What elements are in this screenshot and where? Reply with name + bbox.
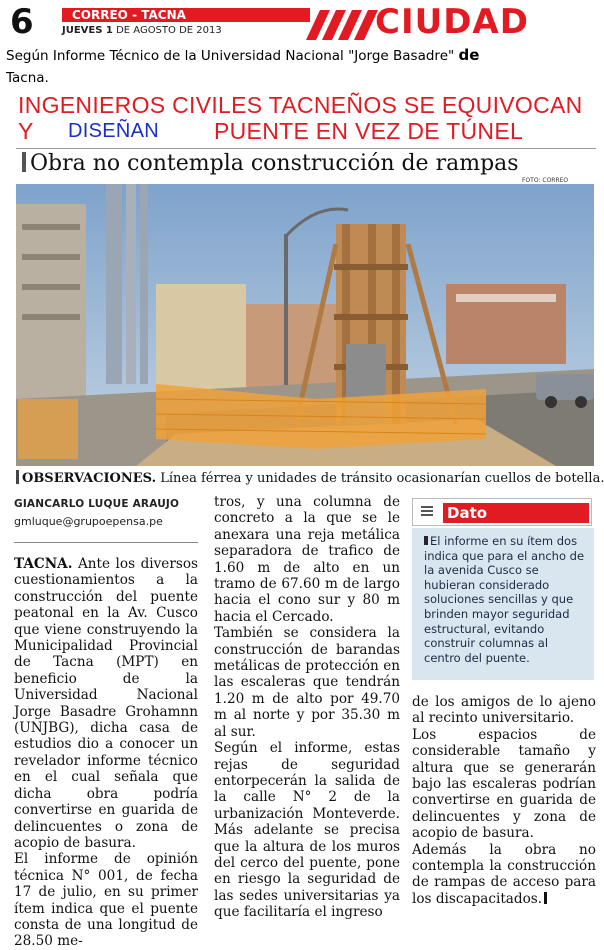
kicker <box>6 44 596 89</box>
dateline: TACNA. <box>14 556 73 572</box>
list-icon <box>421 506 433 518</box>
col3-paragraph-3 <box>412 842 596 908</box>
byline-author: GIANCARLO LUQUE ARAUJO <box>14 498 180 510</box>
headline <box>18 92 598 144</box>
dato-body <box>412 528 594 680</box>
bridge-construction-illustration <box>16 184 594 466</box>
dato-text: El informe en su ítem dos indica que para el ancho de la avenida Cusco se hubieran considerado soluciones sencillas y que brinden mayor seguridad estructural, evitando construir columnas al centro del puente. <box>424 534 585 665</box>
byline-divider <box>14 542 198 543</box>
col1-paragraph-2: El informe de opinión técnica N° 001, de fecha 17 de julio, en su primer ítem indica que el puente consta de una longitud de 28.50 me- <box>14 851 198 950</box>
section-name: CIUDAD <box>375 2 529 42</box>
caption-bar-icon <box>16 470 19 484</box>
masthead <box>0 0 601 44</box>
article-photo <box>16 184 594 466</box>
issue-date-rest: DE AGOSTO DE 2013 <box>116 25 222 36</box>
byline <box>14 498 198 528</box>
kicker-line2: Tacna. <box>6 70 49 86</box>
article-column-2 <box>214 494 400 921</box>
issue-weekday: JUEVES 1 <box>62 25 113 36</box>
subhead <box>16 148 596 180</box>
headline-line2: PUENTE EN VEZ DE TÚNEL <box>214 118 524 144</box>
publication-bar <box>62 8 310 22</box>
kicker-text: Según Informe Técnico de la Universidad Nacional "Jorge Basadre" <box>6 48 455 64</box>
subhead-bar-icon <box>22 152 26 172</box>
col2-paragraph-3: Según el informe, estas rejas de seguridad entorpecerán la salida de la calle N° 2 de la urbanización Monteverde. Más adelante se precisa que la altura de los muros del cerco del puente, pone en riesgo la seguridad de las sedes universitarias ya que facilitaría el ingreso <box>214 740 400 921</box>
subhead-text: Obra no contempla construcción de rampas <box>30 151 519 176</box>
photo-credit: FOTO: CORREO <box>522 177 569 184</box>
end-mark-icon <box>544 892 547 904</box>
byline-email: gmluque@grupoepensa.pe <box>14 515 163 528</box>
dato-header <box>412 498 592 526</box>
headline-y: Y <box>18 118 34 144</box>
caption-label: OBSERVACIONES. <box>22 471 157 486</box>
col2-paragraph-1: tros, y una columna de concreto a la que se le anexara una reja metálica separadora de trafico de 1.60 m de alto en un tramo de 67.60 m de largo hacia el cono sur y 80 m hacia el Cercado. <box>214 494 400 625</box>
page-number: 6 <box>10 2 34 42</box>
col1-text: Ante los diversos cuestionamientos a la construcción del puente peatonal en la Av. Cusco que viene construyendo la Municipalidad Provincial de Tacna (MPT) en beneficio de la Universidad Nacional Jorge Basadre Grohamnn (UNJBG), dicha casa de estudios dio a conocer un revelador informe técnico en el cual señala que dicha obra podría convertirse en guarida de delincuentes o zona de acopio de basura. <box>14 556 198 851</box>
article-column-3 <box>412 694 596 907</box>
section-stripes <box>305 10 375 40</box>
article-column-1 <box>14 556 198 950</box>
headline-line1: INGENIEROS CIVILES TACNEÑOS SE EQUIVOCAN <box>18 92 583 118</box>
dato-tag <box>443 503 589 523</box>
publication-name: CORREO - TACNA <box>72 8 186 22</box>
dato-box <box>412 498 594 684</box>
issue-date <box>62 25 222 36</box>
col1-paragraph-1 <box>14 556 198 851</box>
dato-bullet-icon <box>424 536 428 545</box>
headline-blue-word: DISEÑAN <box>68 120 160 142</box>
issue-info <box>62 8 312 38</box>
col3-text-3: Además la obra no contempla la construcción de rampas de acceso para los discapacitados. <box>412 841 596 907</box>
kicker-tail: de <box>458 46 480 64</box>
col3-paragraph-2: Los espacios de considerable tamaño y altura que se generarán bajo las escaleras podrían convertirse en guarida de delincuentes y zona de acopio de basura. <box>412 726 596 842</box>
col3-paragraph-1: de los amigos de lo ajeno al recinto universitario. <box>412 694 596 727</box>
col2-paragraph-2: También se considera la construcción de barandas metálicas de protección en las escaleras que tendrán 1.20 m de alto por 49.70 m al norte y por 35.30 m al sur. <box>214 625 400 740</box>
photo-caption <box>16 468 604 490</box>
dato-label: Dato <box>447 504 488 522</box>
caption-text: Línea férrea y unidades de tránsito ocasionarían cuellos de botella. <box>156 471 604 486</box>
